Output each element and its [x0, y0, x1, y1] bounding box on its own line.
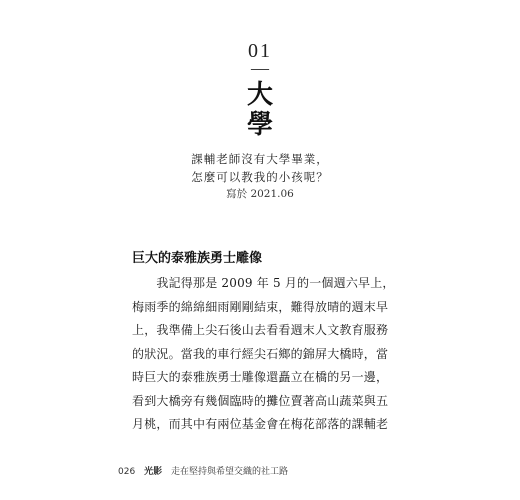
epigraph-line-2: 怎麼可以教我的小孩呢？ — [191, 170, 329, 184]
body-line: 時巨大的泰雅族勇士雕像還矗立在橋的另一邊， — [132, 370, 389, 384]
body-line: 月桃，而其中有兩位基金會在梅花部落的課輔老 — [132, 417, 389, 431]
epigraph-date: 寫於 2021.06 — [226, 188, 294, 200]
chapter-number: 01 — [248, 40, 272, 62]
book-title: 光影 — [144, 467, 163, 477]
epigraph-line-1: 課輔老師沒有大學畢業， — [191, 152, 329, 166]
chapter-title — [0, 80, 520, 140]
body-line: 看到大橋旁有幾個臨時的攤位賣著高山蔬菜與五 — [132, 393, 389, 408]
epigraph — [160, 150, 360, 186]
chapter-title-char-1: 大 — [246, 80, 273, 110]
body-line: 梅雨季的綿綿細雨剛剛結束，難得放晴的週末早 — [132, 299, 389, 314]
page-footer — [118, 464, 288, 477]
body-paragraph — [132, 272, 395, 437]
body-line: 我記得那是 2009 年 5 月的一個週六早上， — [132, 276, 395, 290]
page-number: 026 — [118, 467, 136, 477]
chapter-dash: — — [251, 58, 269, 78]
body-line: 的狀況。當我的車行經尖石鄉的錦屏大橋時，當 — [132, 346, 389, 361]
book-subtitle: 走在堅持與希望交織的社工路 — [170, 467, 288, 477]
chapter-title-char-2: 學 — [246, 110, 273, 140]
body-line: 上，我準備上尖石後山去看看週末人文教育服務 — [132, 323, 389, 337]
section-heading: 巨大的泰雅族勇士雕像 — [132, 251, 263, 266]
